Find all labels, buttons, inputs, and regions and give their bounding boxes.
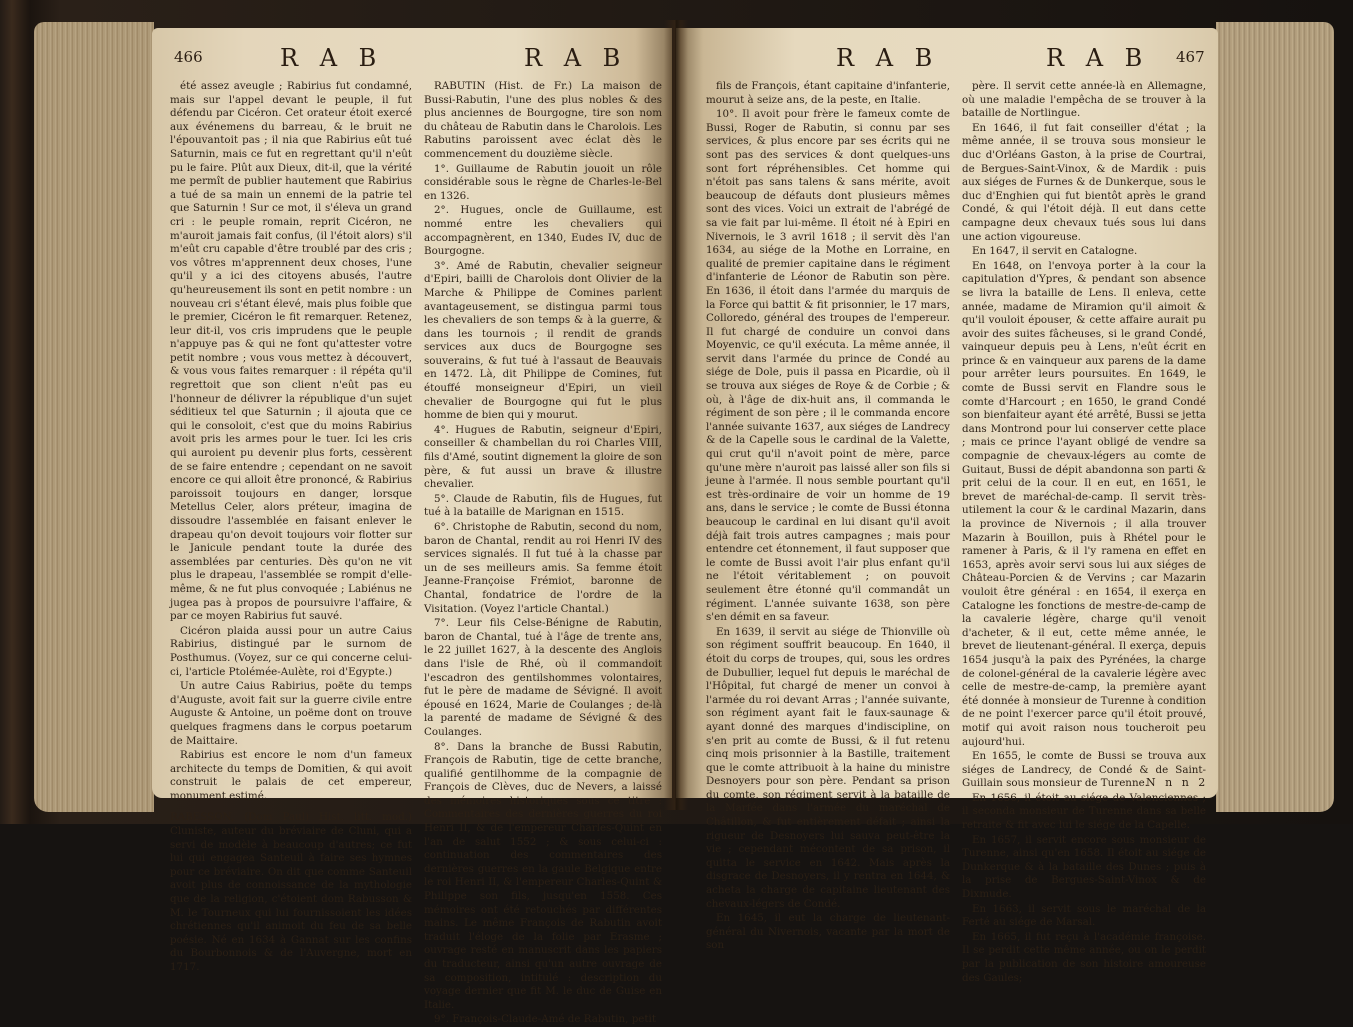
left-column-2	[424, 80, 662, 1026]
paragraph: été assez aveugle ; Rabirius fut condamné, mais sur l'appel devant le peuple, il fut défendu par Cicéron. Cet orateur étoit exercé aux événemens du barreau, & le bruit ne l'épouvantoit pas ; il nia que Rabirius eût tué Saturnin, mais ce fut en regrettant qu'il n'eût pu le faire. Plût aux Dieux, dit-il, que la vérité me permît de publier hautement que Rabirius a tué de sa main un ennemi de la patrie tel que Saturnin ! Sur ce mot, il s'éleva un grand cri : le peuple romain, reprit Cicéron, ne m'auroit jamais fait confus, (il l'étoit alors) s'il m'eût cru capable d'être troublé par des cris ; vos vôtres m'apprennent deux choses, l'une qu'il y a ici des citoyens abusés, l'autre qu'heureusement ils sont en petit nombre : un nouveau cri s'étant élevé, mais plus foible que le premier, Cicéron le fit remarquer. Retenez, leur dit-il, vos cris imprudens que le peuple n'appuye pas & qui ne font qu'attester votre petit nombre ; vous vous mettez à découvert, & vous vous faites remarquer : il répéta qu'il regrettoit que son client n'eût pas eu l'honneur de délivrer la république d'un sujet séditieux tel que Saturnin ; il ajouta que ce qui le consoloit, c'est que du moins Rabirius avoit pris les armes pour le tuer. Ici les cris qui auroient pu devenir plus forts, cessèrent de se faire entendre ; cependant on ne savoit encore ce qui alloit être prononcé, & Rabirius paroissoit toujours en danger, lorsque Metellus Celer, alors préteur, imagina de dissoudre l'assemblée en faisant enlever le drapeau qu'on devoit toujours voir flotter sur le Janicule pendant toute la durée des assemblées par centuries. Dès qu'on ne vit plus le drapeau, l'assemblée se rompit d'elle-même, & ne fut plus convoquée ; Labiénus ne jugea pas à propos de poursuivre l'affaire, & par ce moyen Rabirius fut sauvé.	[170, 80, 413, 623]
running-head-left-col1: R A B	[280, 44, 384, 72]
paragraph: fils de François, étant capitaine d'infanterie, mourut à seize ans, de la peste, en Italie.	[706, 80, 950, 106]
paragraph: En 1646, il fut fait conseiller d'état ; la même année, il se trouva sous monsieur le duc d'Orléans Gaston, à la prise de Courtrai, de Bergues-Saint-Vinox, & de Mardik : puis aux siéges de Furnes & de Dunkerque, sous le duc d'Enghien qui fut bientôt après le grand Condé, & qui l'étoit déjà. Il eut dans cette campagne deux chevaux tués sous lui dans une action vigoureuse.	[962, 121, 1206, 243]
paragraph: 5°. Claude de Rabutin, fils de Hugues, fut tué à la bataille de Marignan en 1515.	[424, 492, 662, 519]
catchword: N n n 2	[1146, 776, 1209, 789]
paragraph: Cicéron plaida aussi pour un autre Caius Rabirius, distingué par le surnom de Posthumus. (Voyez, sur ce qui concerne celui-ci, l'article Ptolémée-Aulète, roi d'Egypte.)	[170, 624, 412, 678]
page-number-left: 466	[174, 48, 203, 66]
paragraph: 6°. Christophe de Rabutin, second du nom, baron de Chantal, rendit au roi Henri IV des services signalés. Il fut tué à la chasse par un de ses meilleurs amis. Sa femme étoit Jeanne-Françoise Frémiot, baronne de Chantal, fondatrice de l'ordre de la Visitation. (Voyez l'article Chantal.)	[424, 521, 662, 615]
paragraph: RABUTIN (Hist. de Fr.) La maison de Bussi-Rabutin, l'une des plus nobles & des plus anciennes de Bourgogne, tire son nom du château de Rabutin dans le Charolois. Les Rabutins paroissent avec éclat dès le commencement du douzième siècle.	[424, 80, 662, 160]
paragraph: En 1656, il étoit au siége de Valenciennes ; il seconda monsieur de Turenne dans sa belle retraite & fit avec lui le siége de la Capelle.	[962, 791, 1206, 832]
paragraph: 8°. Dans la branche de Bussi Rabutin, François de Rabutin, tige de cette branche, qualifié gentilhomme de la compagnie de François de Clèves, duc de Nevers, a laissé des mémoires historiques sous ce titre : Commentaires des dernières guerres du roi Henri II, & de l'empereur Charles-Quint en l'an de salut 1552 ; & sous celui-ci : continuation des commentaires des dernières guerres en la gaule Belgique entre le roi Henri II, & l'empereur Charles-Quint & Philippe son fils, jusqu'en 1558. Ces mémoires ont été retouchés par différentes mains. Le même François de Rabutin avoit traduit l'éloge de la folie par Erasme ; ouvrage resté en manuscrit dans les papiers du traducteur, ainsi qu'un autre ouvrage de sa composition, intitulé : description du voyage dernier que fit M. le duc de Guise en Italie.	[424, 740, 662, 1011]
right-page-header	[676, 44, 1218, 74]
paragraph: père. Il servit cette année-là en Allemagne, où une maladie l'empêcha de se trouver à la bataille de Nortlingue.	[962, 80, 1206, 120]
paragraph: En 1647, il servit en Catalogne.	[972, 245, 1138, 258]
paragraph: En 1645, il eut la charge de lieutenant-général du Nivernois, vacante par la mort de son	[706, 912, 950, 952]
paragraph: 1°. Guillaume de Rabutin jouoit un rôle considérable sous le règne de Charles-le-Bel en 1326.	[424, 162, 662, 202]
paragraph: En 1663, il servit sous le maréchal de la Ferté au siége de Marsal.	[962, 902, 1206, 929]
paragraph: En 1665, il fut reçu à l'académie françoise. Il se perdit cette même année, ou on le perdit par la publication de son histoire amoureuse des Gaules;	[962, 930, 1206, 984]
paragraph: 3°. Amé de Rabutin, chevalier seigneur d'Epiri, bailli de Charolois dont Olivier de la Marche & Philippe de Comines parlent avantageusement, se distingua parmi tous les chevaliers de son temps & à la guerre, & dans les tournois ; il rendit de grands services aux ducs de Bourgogne ses souverains, & fut tué à l'assaut de Beauvais en 1472. Là, dit Philippe de Comines, fut étouffé monseigneur d'Epiri, un vieil chevalier de Bourgogne qui fut le plus homme de bien qui y mourut.	[424, 259, 662, 422]
paragraph: Un autre Caius Rabirius, poëte du temps d'Auguste, avoit fait sur la guerre civile entre Auguste & Antoine, un poëme dont on trouve quelques fragmens dans le corpus poetarum de Maittaire.	[170, 680, 412, 747]
paragraph: Rabirius est encore le nom d'un fameux architecte du temps de Domitien, & qui avoit construit le palais de cet empereur, monument estimé.	[170, 749, 412, 802]
paragraph: RABESSON, (Dom Paul) Hist. litt. mod.) Cluniste, auteur du bréviaire de Cluni, qui a servi de modèle à beaucoup d'autres; ce fut lui qui engagea Santeuil à faire ses hymnes pour ce bréviaire. On dit que comme Santeuil avoit plus de connoissance de la mythologie que de la religion, c'étoient dom Rabusson & M. le Tourneux qui lui fournissoient les idées chrétiennes qu'il animoit du feu de sa belle poésie. Né en 1634 à Gannat sur les confins du Bourbonnois & de l'Auvergne, mort en 1717.	[170, 811, 412, 973]
paragraph: 10°. Il avoit pour frère le fameux comte de Bussi, Roger de Rabutin, si connu par ses services, & plus encore par ses écrits qui ne sont pas des services & dont quelques-uns sont fort répréhensibles. Cet homme qui n'étoit pas sans talens & sans mérite, avoit beaucoup de défauts dont plusieurs mêmes sont des vices. Voici un extrait de l'abrégé de sa vie fait par lui-même. Il étoit né à Epiri en Nivernois, le 3 avril 1618 ; il servit dès l'an 1634, au siége de la Mothe en Lorraine, en qualité de premier capitaine dans le régiment d'infanterie de Léonor de Rabutin son père. En 1636, il étoit dans l'armée du marquis de la Force qui battit & fit prisonnier, le 17 mars, Colloredo, général des troupes de l'empereur. Il fut chargé de conduire un convoi dans Moyenvic, ce qu'il exécuta. La même année, il servit dans l'armée du prince de Condé au siége de Dole, puis il passa en Picardie, où il se trouva aux siéges de Roye & de Corbie ; & où, à l'âge de dix-huit ans, il commanda le régiment de son père ; il le commanda encore l'année suivante 1637, aux siéges de Landrecy & de la Capelle sous le cardinal de la Valette, qui crut qu'il n'avoit point de mère, parce qu'une mère n'auroit pas laissé aller son fils si jeune à l'armée. Il nous semble pourtant qu'il est très-ordinaire de voir un homme de 19 ans, dans le service ; le comte de Bussi étonna beaucoup le cardinal en lui disant qu'il avoit déjà fait trois autres campagnes ; mais pour entendre cet étonnement, il faut supposer que le comte de Bussi avoit l'air plus enfant qu'il ne l'étoit véritablement ; on pouvoit seulement être étonné qu'il commandât un régiment. L'année suivante 1638, son père s'en démit en sa faveur.	[706, 108, 950, 624]
running-head-left-col2: R A B	[524, 44, 628, 72]
left-page	[152, 28, 672, 1026]
right-page	[676, 28, 1218, 984]
paragraph: En 1655, le comte de Bussi se trouva aux siéges de Landrecy, de Condé & de Saint-Guillain sous monsieur de Turenne.	[962, 750, 1206, 790]
right-column-1	[706, 80, 950, 952]
paragraph: En 1648, on l'envoya porter à la cour la capitulation d'Ypres, & pendant son absence se livra la bataille de Lens. Il enleva, cette année, madame de Miramion qu'il aimoit & qu'il vouloit épouser, & cette affaire aurait pu avoir des suites fâcheuses, si le grand Condé, vainqueur depuis peu à Lens, n'eût écrit en prince & en vainqueur aux parens de la dame pour arrêter leurs poursuites. En 1649, le comte de Bussi servit en Flandre sous le comte d'Harcourt ; en 1650, le grand Condé son bienfaiteur ayant été arrêté, Bussi se jetta dans Montrond pour lui conserver cette place ; mais ce prince l'ayant obligé de vendre sa compagnie de chevaux-légers au comte de Guitaut, Bussi de dépit abandonna son parti & prit celui de la cour. Il en eut, en 1651, le brevet de maréchal-de-camp. Il servit très-utilement la cour & le cardinal Mazarin, dans la province de Nivernois ; il alla trouver Mazarin à Bouillon, puis à Rhétel pour le ramener à Paris, & il l'y ramena en effet en 1653, après avoir servi sous lui aux siéges de Château-Porcien & de Vervins ; car Mazarin vouloit être général : en 1654, il exerça en Catalogne les fonctions de mestre-de-camp de la cavalerie légère, charge qu'il venoit d'acheter, & il eut, cette même année, le brevet de lieutenant-général. Il exerça, depuis 1654 jusqu'à la paix des Pyrénées, la charge de colonel-général de la cavalerie légère avec celle de mestre-de-camp, la première ayant été donnée à monsieur de Turenne à condition de ne point l'exercer parce qu'il étoit prouvé, motif qui avoit raison nous toucheroit peu aujourd'hui.	[962, 259, 1206, 748]
paragraph: 9°. François-Claude-Amé de Rabutin, petit	[434, 1013, 656, 1026]
left-column-1	[170, 80, 413, 973]
running-head-right-col2: R A B	[1046, 44, 1150, 72]
paragraph: 2°. Hugues, oncle de Guillaume, est nommé entre les chevaliers qui accompagnèrent, en 1340, Eudes IV, duc de Bourgogne.	[424, 204, 662, 258]
running-head-right-col1: R A B	[836, 44, 940, 72]
book-gutter	[664, 20, 688, 810]
right-page-edges	[1216, 22, 1334, 812]
paragraph: En 1657, il servit encore sous monsieur de Turenne, ainsi qu'en 1658. Il étoit au siége de Dunkerque & à la bataille des Dunes ; puis à la prise de Bergues-Saint-Vinox & de Dixmude.	[962, 833, 1206, 901]
paragraph: 7°. Leur fils Celse-Bénigne de Rabutin, baron de Chantal, tué à l'âge de trente ans, le 22 juillet 1627, à la descente des Anglois dans l'isle de Rhé, où il commandoit l'escadron des gentilshommes volontaires, fut le père de madame de Sévigné. Il avoit épousé en 1624, Marie de Coulanges ; de-là la parenté de madame de Sévigné & des Coulanges.	[424, 617, 662, 738]
paragraph: 4°. Hugues de Rabutin, seigneur d'Epiri, conseiller & chambellan du roi Charles VIII, fils d'Amé, soutint dignement la gloire de son père, & fut aussi un brave & illustre chevalier.	[424, 423, 662, 491]
paragraph: En 1639, il servit au siége de Thionville où son régiment souffrit beaucoup. En 1640, il étoit du corps de troupes, qui, sous les ordres de Dubullier, lequel fut depuis le maréchal de l'Hôpital, fut chargé de mener un convoi à l'armée du roi devant Arras ; l'année suivante, son régiment ayant fait le faux-saunage & ayant donné des marques d'indiscipline, on s'en prit au comte de Bussi, & il fut retenu cinq mois prisonnier à la Bastille, traitement que le comte attribuoit à la haine du ministre Desnoyers pour son père. Pendant sa prison du comte, son régiment servit à la bataille de la Marfée dans l'armée du maréchal de Châtillon, & fut entièrement défait ; ainsi la rigueur de Desnoyers lui sauva peut-être la vie ; cependant mécontent de sa prison, il quitta le service en 1642. Mais après la disgrace de Desnoyers, il y rentra en 1644, & acheta la charge de capitaine lieutenant des chevaux-légers de Condé.	[706, 625, 950, 910]
left-page-edges	[34, 22, 154, 812]
page-number-right: 467	[1176, 48, 1205, 66]
left-page-header	[152, 44, 672, 74]
